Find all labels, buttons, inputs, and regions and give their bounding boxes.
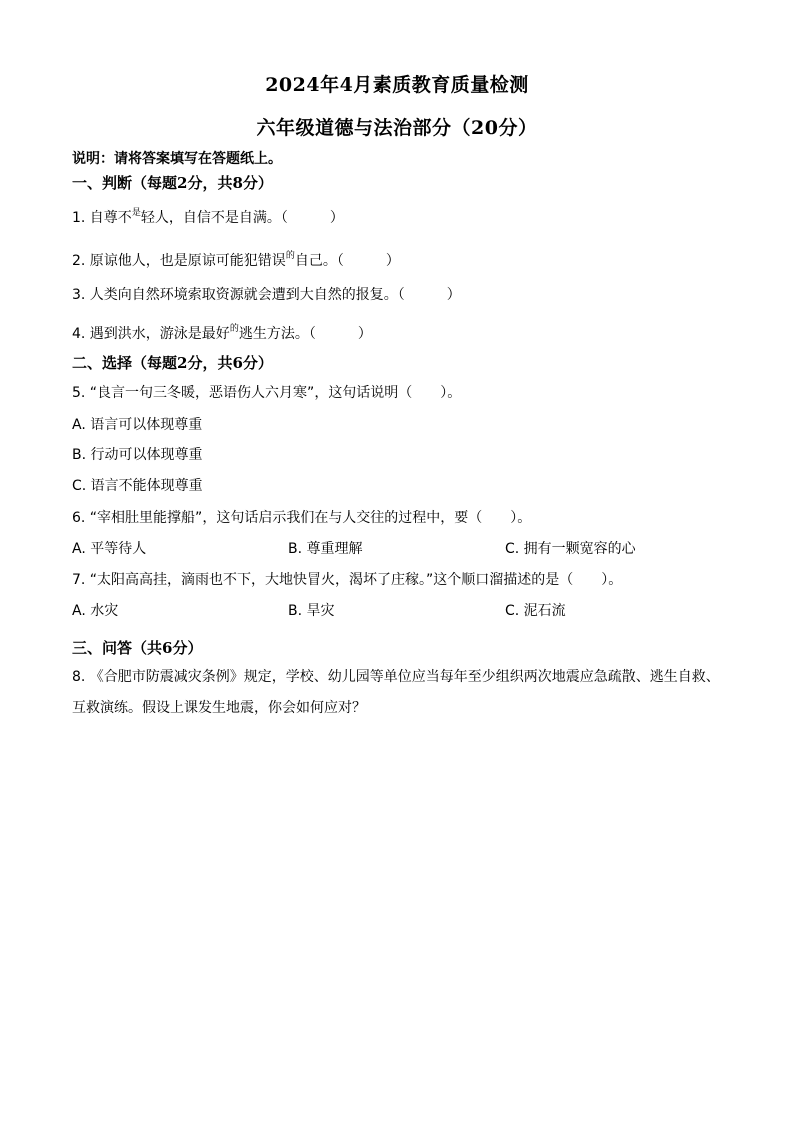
question-7-option-a: A. 水灾 bbox=[72, 603, 119, 619]
question-8-line-1: 8. 《合肥市防震减灾条例》规定，学校、幼儿园等单位应当每年至少组织两次地震应急疏散、逃生自救、 bbox=[72, 669, 720, 685]
question-5: 5. “良言一句三冬暖，恶语伤人六月寒”，这句话说明（ ）。 bbox=[72, 385, 462, 401]
question-2-sup: 的 bbox=[285, 251, 295, 261]
question-4 bbox=[72, 323, 372, 343]
question-5-option-c: C. 语言不能体现尊重 bbox=[72, 478, 203, 494]
question-7-option-c: C. 泥石流 bbox=[505, 603, 566, 619]
question-5-option-a: A. 语言可以体现尊重 bbox=[72, 417, 203, 433]
question-1-text-b: 轻人，自信不是自满。（ ） bbox=[140, 210, 344, 226]
question-8-line-2: 互救演练。假设上课发生地震，你会如何应对？ bbox=[72, 700, 366, 716]
question-6: 6. “宰相肚里能撑船”，这句话启示我们在与人交往的过程中，要（ ）。 bbox=[72, 510, 532, 526]
section3-heading: 三、问答（共6分） bbox=[72, 639, 203, 657]
question-6-option-a: A. 平等待人 bbox=[72, 541, 147, 557]
question-7-option-b: B. 旱灾 bbox=[288, 603, 335, 619]
question-4-sup: 的 bbox=[229, 324, 239, 334]
question-4-text-b: 逃生方法。（ ） bbox=[238, 326, 372, 342]
exam-title: 2024年4月素质教育质量检测 bbox=[265, 74, 529, 96]
question-1-text-a: 1. 自尊不 bbox=[72, 210, 132, 226]
question-2 bbox=[72, 250, 400, 270]
question-6-option-c: C. 拥有一颗宽容的心 bbox=[505, 541, 636, 557]
question-4-text-a: 4. 遇到洪水，游泳是最好 bbox=[72, 326, 230, 342]
section2-heading: 二、选择（每题2分，共6分） bbox=[72, 354, 273, 372]
question-1-sup: 是 bbox=[131, 208, 141, 218]
instruction-text: 说明：请将答案填写在答题纸上。 bbox=[72, 151, 282, 167]
section1-heading: 一、判断（每题2分，共8分） bbox=[72, 174, 273, 192]
question-2-text-a: 2. 原谅他人，也是原谅可能犯错误 bbox=[72, 253, 286, 269]
question-5-option-b: B. 行动可以体现尊重 bbox=[72, 447, 203, 463]
question-7: 7. “太阳高高挂，滴雨也不下，大地快冒火，渴坏了庄稼。”这个顺口溜描述的是（ ）。 bbox=[72, 572, 623, 588]
question-6-option-b: B. 尊重理解 bbox=[288, 541, 363, 557]
exam-subtitle: 六年级道德与法治部分（20分） bbox=[256, 117, 538, 139]
question-1 bbox=[72, 207, 344, 227]
question-2-text-b: 自己。（ ） bbox=[294, 253, 400, 269]
question-3: 3. 人类向自然环境索取资源就会遭到大自然的报复。（ ） bbox=[72, 287, 461, 303]
